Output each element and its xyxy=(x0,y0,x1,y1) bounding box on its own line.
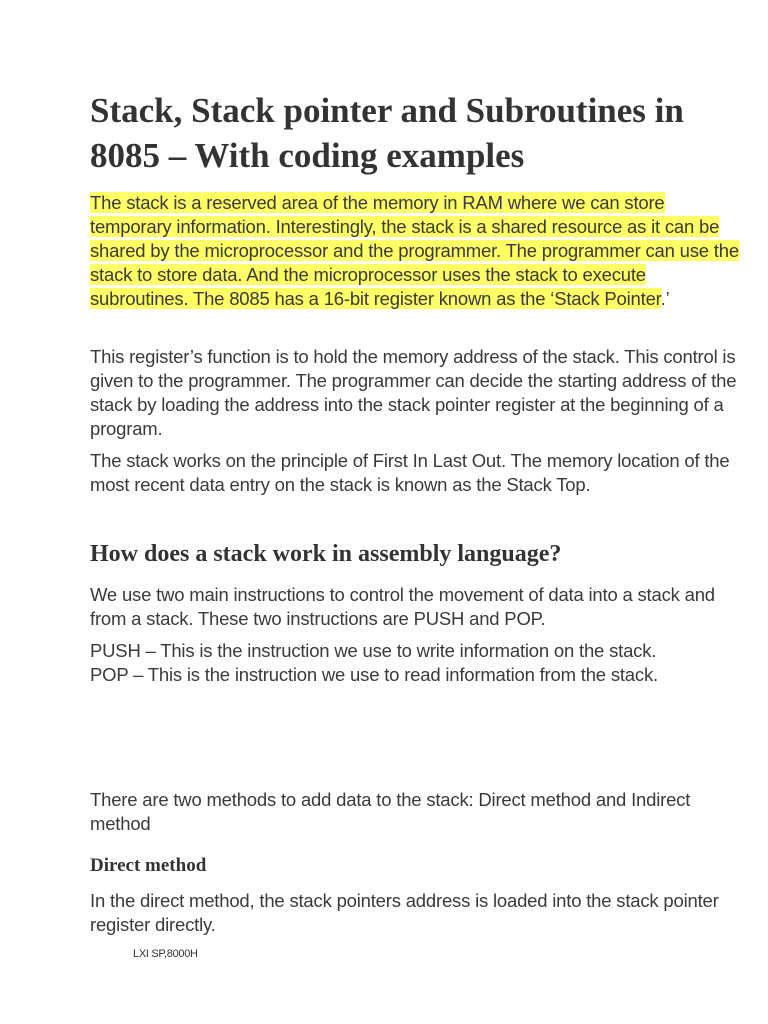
intro-tail: .’ xyxy=(660,288,670,309)
push-pop-paragraph xyxy=(90,639,740,687)
filo-paragraph: The stack works on the principle of First In Last Out. The memory location of the most recent data entry on the stack is known as the Stack Top. xyxy=(90,450,730,495)
pop-line: POP – This is the instruction we use to read information from the stack. xyxy=(90,664,658,685)
intro-paragraph xyxy=(90,191,740,311)
section-heading-how: How does a stack work in assembly language? xyxy=(90,541,562,567)
push-line: PUSH – This is the instruction we use to write information on the stack. xyxy=(90,640,657,661)
register-paragraph: This register’s function is to hold the memory address of the stack. This control is given to the programmer. The programmer can decide the starting address of the stack by loading the address into the stack pointer register at the beginning of a program. xyxy=(90,346,737,439)
instructions-paragraph: We use two main instructions to control the movement of data into a stack and from a stack. These two instructions are PUSH and POP. xyxy=(90,584,715,629)
section-heading-direct: Direct method xyxy=(90,855,207,876)
direct-paragraph: In the direct method, the stack pointers address is loaded into the stack pointer register directly. xyxy=(90,890,719,935)
page-title: Stack, Stack pointer and Subroutines in 8085 – With coding examples xyxy=(90,91,684,175)
highlighted-text: The stack is a reserved area of the memory in RAM where we can store temporary information. Interestingly, the stack is a shared resource as it can be shared by the microprocessor and the programmer. The programmer can use the stack to store data. And the microprocessor uses the stack to execute subroutines. The 8085 has a 16-bit register known as the ‘Stack Pointer xyxy=(90,192,739,309)
methods-paragraph: There are two methods to add data to the stack: Direct method and Indirect method xyxy=(90,789,691,834)
code-example: LXI SP,8000H xyxy=(133,948,198,960)
